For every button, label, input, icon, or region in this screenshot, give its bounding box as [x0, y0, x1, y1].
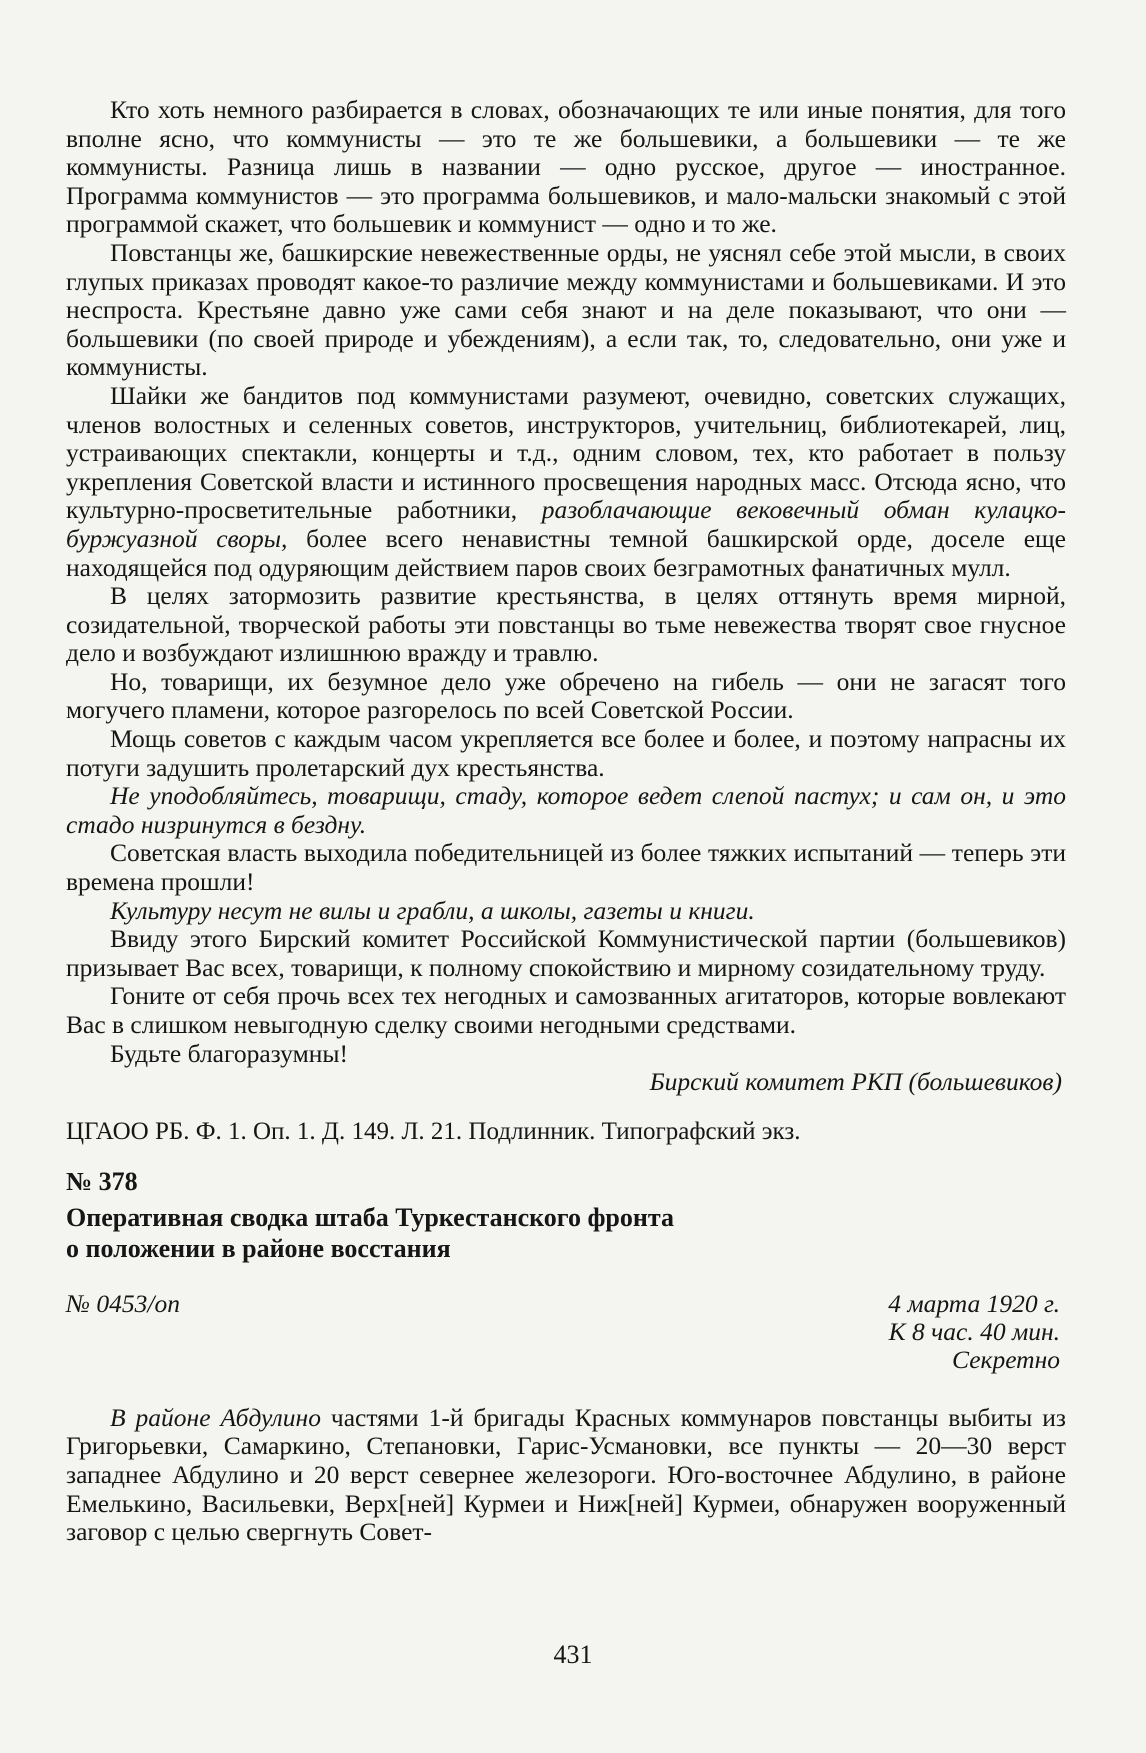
paragraph: Но, товарищи, их безумное дело уже обречено на гибель — они не загасят того могучего пламени, которое разгорелось по всей Советской России. — [66, 666, 1066, 725]
paragraph — [66, 382, 1066, 582]
document-time: К 8 час. 40 мин. — [888, 1316, 1060, 1346]
italic-paragraph: Культуру несут не вилы и грабли, а школы, газеты и книги. — [110, 895, 755, 925]
paragraph: Повстанцы же, башкирские невежественные орды, не уяснял себе этой мысли, в своих глупых приказах проводят какое-то различие между коммунистами и большевиками. И это неспроста. Крестьяне давно уже сами себя знают и на деле показывают, что они — большевики (по своей природе и убеждениям), а если так, то, следовательно, они уже и коммунисты. — [66, 237, 1066, 382]
paragraph-text: частями 1-й бригады Красных коммунаров повстанцы выбиты из Григорьевки, Самаркино, Степановки, Гарис-Усмановки, все пункты — 20—30 верст западнее Абдулино и 20 верст севернее железороги. Юго-восточнее Абдулино, в районе Емелькино, Васильевки, Верх[ней] Курмеи и Ниж[ней] Курмеи, обнаружен вооруженный заговор с целью свергнуть Совет- — [66, 1402, 1066, 1547]
document-title-line: о положении в районе восстания — [66, 1233, 451, 1263]
italic-paragraph: Не уподобляйтесь, товарищи, стаду, которое ведет слепой пастух; и сам он, и это стадо низринутся в бездну. — [66, 781, 1066, 839]
document-number: № 378 — [66, 1166, 138, 1196]
paragraph: Кто хоть немного разбирается в словах, обозначающих те или иные понятия, для того вполне ясно, что коммунисты — это те же большевики, а большевики — те же коммунисты. Разница лишь в названии — одно русское, другое — иностранное. Программа коммунистов — это программа большевиков, и мало-мальски знакомый с этой программой скажет, что большевик и коммунист — одно и то же. — [66, 95, 1066, 239]
paragraph — [66, 1404, 1066, 1547]
document-title-line: Оперативная сводка штаба Туркестанского фронта — [66, 1202, 674, 1232]
archive-reference: ЦГАОО РБ. Ф. 1. Оп. 1. Д. 149. Л. 21. Подлинник. Типографский экз. — [66, 1117, 801, 1145]
page-number: 431 — [553, 1640, 593, 1669]
paragraph-emphasis: В районе Абдулино — [110, 1402, 321, 1432]
document-dateblock — [888, 1290, 1060, 1374]
secrecy-mark: Секретно — [952, 1344, 1060, 1374]
paragraph-text: более всего ненавистны темной башкирской орде, доселе еще находящейся под одуряющим действием паров своих безграмотных фанатичных мулл. — [66, 523, 1067, 582]
document-ref: № 0453/оп — [66, 1288, 181, 1318]
paragraph-emphasis: разоблачающие вековечный обман кулацко-буржуазной своры, — [66, 495, 1066, 553]
paragraph-text: Шайки же бандитов под коммунистами разумеют, очевидно, советских служащих, членов волостных и селенных советов, инструкторов, учительниц, библиотекарей, лиц, устраивающих спектакли, концерты и т.д., одним словом, тех, кто работает в пользу укрепления Советской власти и истинного просвещения народных масс. Отсюда ясно, что культурно-просветительные работники, — [66, 380, 1066, 525]
document-date: 4 марта 1920 г. — [888, 1288, 1060, 1318]
document-title — [66, 1202, 1066, 1264]
paragraph: Ввиду этого Бирский комитет Российской Коммунистической партии (большевиков) призывает Вас всех, товарищи, к полному спокойствию и мирному созидательному труду. — [66, 924, 1066, 982]
document-meta — [66, 1290, 1066, 1402]
paragraph: В целях затормозить развитие крестьянства, в целях оттянуть время мирной, созидательной, творческой работы эти повстанцы во тьме невежества творят свое гнусное дело и возбуждают излишнюю вражду и травлю. — [66, 581, 1066, 668]
signature: Бирский комитет РКП (большевиков) — [649, 1067, 1062, 1097]
paragraph: Будьте благоразумны! — [110, 1038, 349, 1068]
paragraph: Советская власть выходила победительницей из более тяжких испытаний — теперь эти времена прошли! — [66, 838, 1066, 897]
paragraph: Мощь советов с каждым часом укрепляется все более и более, и поэтому напрасны их потуги задушить пролетарский дух крестьянства. — [66, 724, 1066, 782]
document-body — [66, 96, 1066, 1547]
paragraph: Гоните от себя прочь всех тех негодных и самозванных агитаторов, которые вовлекают Вас в слишком невыгодную сделку своими негодными средствами. — [66, 981, 1066, 1039]
